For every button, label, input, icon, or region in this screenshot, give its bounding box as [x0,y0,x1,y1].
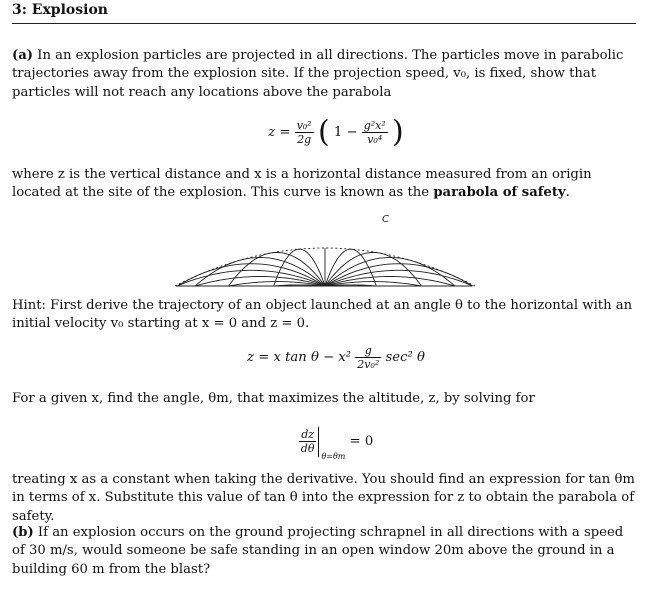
eq3-numerator: dz [299,428,317,442]
trajectory-curve [325,252,421,286]
eq1-frac2-numerator: g²x² [363,119,386,132]
part-a-text: In an explosion particles are projected in all directions. The particles move in parabolic trajectories away from the explosion site. If the projection speed, v₀, is fixed, show that particles will not reach any locations above the parabola [12,48,624,100]
eq1-left-paren: ( [317,114,330,150]
eq3-fraction-dz-dtheta [299,428,317,455]
equation-trajectory [0,340,672,376]
eq2-rhs: sec² θ [385,350,425,365]
part-b-label: (b) [12,525,34,540]
eq3-evaluation-bar [318,427,319,457]
section-heading: 3: Explosion [12,2,108,18]
trajectory-curve [177,270,325,286]
eq2-denominator: 2v₀² [357,358,380,371]
part-a-label: (a) [12,48,34,63]
eq1-lhs: z = [268,125,291,140]
trajectory-curve [229,252,325,286]
eq1-fraction-v0-over-2g [295,119,314,146]
heading-rule [12,23,636,24]
parabola-of-safety-term: parabola of safety [433,185,566,201]
eq3-subscript: θ=θm [321,452,346,461]
eq2-fraction [355,344,381,371]
part-b-text: If an explosion occurs on the ground projecting schrapnel in all directions with a speed of 30 m/s, would someone be safe standing in an open window 20m above the ground in a building 60 m from the blast? [12,525,624,577]
eq1-fraction-g2x2-over-v04 [362,119,388,146]
eq3-denominator: dθ [300,442,315,455]
eq2-lhs: z = x tan θ − x² [247,350,352,365]
label-c: C [382,214,389,225]
where-text-end: . [565,185,570,201]
part-b-paragraph [12,524,636,579]
eq1-one-minus: 1 − [333,125,358,140]
equation-derivative [0,420,672,464]
equation-parabola-of-safety [0,110,672,156]
eq1-right-paren: ) [391,114,404,150]
where-paragraph [12,166,636,203]
part-a-paragraph [12,47,636,102]
trajectory-curves [177,248,472,286]
given-x-paragraph: For a given x, find the angle, θm, that maximizes the altitude, z, by solving for [12,391,535,406]
eq1-frac1-numerator: v₀² [296,119,312,132]
treating-paragraph: treating x as a constant when taking the derivative. You should find an expression for tan θm in terms of x. Substitute this value of tan θ into the expression for z to obtain the parabola of safety. [12,472,635,524]
eq1-frac2-denominator: v₀⁴ [367,133,383,146]
eq3-rhs: = 0 [349,434,374,449]
where-text: where z is the vertical distance and x is a horizontal distance measured from an origin located at the site of the explosion. This curve is known as the [12,167,592,201]
eq1-frac1-denominator: 2g [297,133,312,146]
trajectories-figure [170,204,480,290]
hint-paragraph: Hint: First derive the trajectory of an object launched at an angle θ to the horizontal with an initial velocity v₀ starting at x = 0 and z = 0. [12,298,633,332]
eq2-numerator: g [355,344,381,358]
trajectory-curve [325,270,473,286]
